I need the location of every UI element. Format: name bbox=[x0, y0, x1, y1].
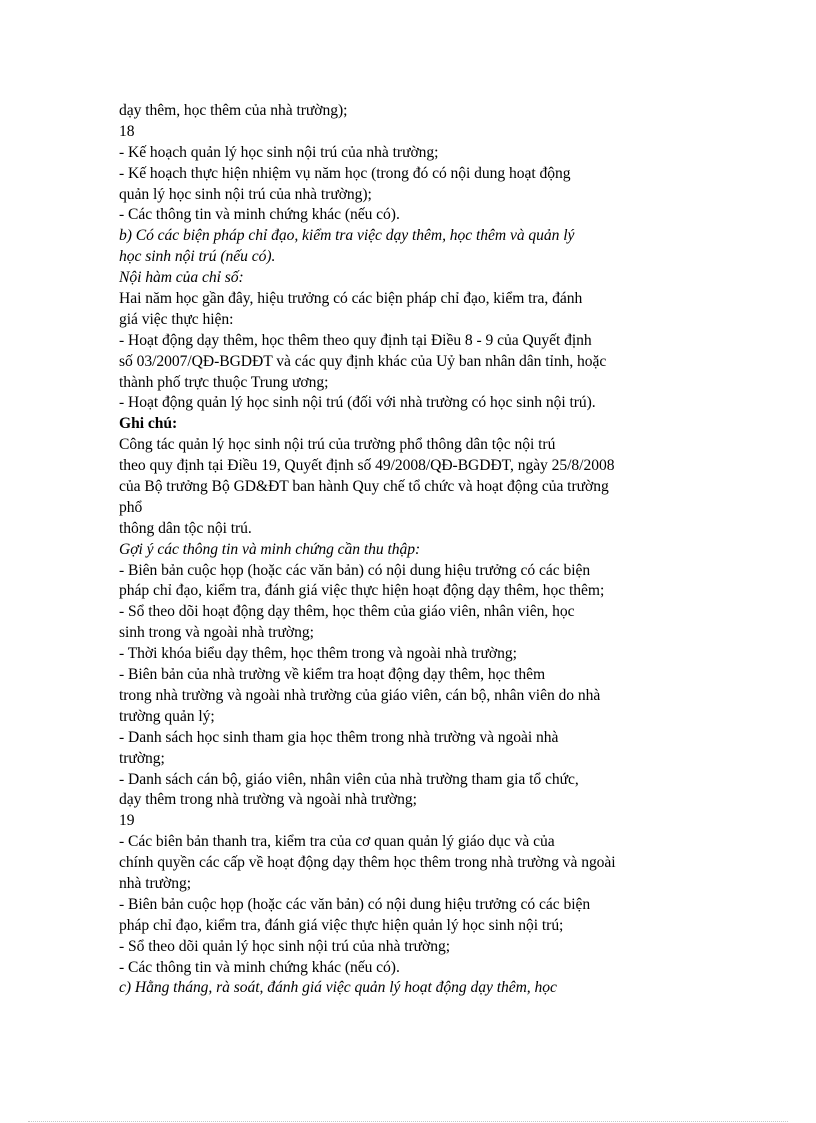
text-line: thông dân tộc nội trú. bbox=[119, 519, 252, 537]
text-line: sinh trong và ngoài nhà trường; bbox=[119, 624, 314, 642]
text-line: theo quy định tại Điều 19, Quyết định số 49/2008/QĐ-BGDĐT, ngày 25/8/2008 bbox=[119, 457, 615, 475]
text-line: - Sổ theo dõi quản lý học sinh nội trú của nhà trường; bbox=[119, 937, 451, 955]
text-line: - Hoạt động dạy thêm, học thêm theo quy định tại Điều 8 - 9 của Quyết định bbox=[119, 331, 592, 349]
text-line: Hai năm học gần đây, hiệu trưởng có các biện pháp chỉ đạo, kiểm tra, đánh bbox=[119, 290, 583, 308]
text-line: trường; bbox=[119, 749, 165, 767]
text-line: giá việc thực hiện: bbox=[119, 310, 234, 328]
text-line: của Bộ trưởng Bộ GD&ĐT ban hành Quy chế tổ chức và hoạt động của trường bbox=[119, 478, 609, 496]
text-line: thành phố trực thuộc Trung ương; bbox=[119, 373, 329, 391]
text-line: - Thời khóa biểu dạy thêm, học thêm trong và ngoài nhà trường; bbox=[119, 645, 517, 663]
text-line: trường quản lý; bbox=[119, 707, 215, 725]
text-line: Gợi ý các thông tin và minh chứng cần thu thập: bbox=[119, 540, 421, 558]
text-line: - Sổ theo dõi hoạt động dạy thêm, học thêm của giáo viên, nhân viên, học bbox=[119, 603, 575, 621]
text-line: - Biên bản cuộc họp (hoặc các văn bản) có nội dung hiệu trưởng có các biện bbox=[119, 895, 591, 913]
text-line: - Các biên bản thanh tra, kiểm tra của cơ quan quản lý giáo dục và của bbox=[119, 833, 555, 851]
text-line: trong nhà trường và ngoài nhà trường của giáo viên, cán bộ, nhân viên do nhà bbox=[119, 686, 601, 704]
text-line: phổ bbox=[119, 498, 143, 516]
text-line: - Danh sách học sinh tham gia học thêm trong nhà trường và ngoài nhà bbox=[119, 728, 559, 746]
text-line: - Các thông tin và minh chứng khác (nếu có). bbox=[119, 206, 400, 224]
text-line: dạy thêm, học thêm của nhà trường); bbox=[119, 102, 348, 119]
text-line: - Biên bản cuộc họp (hoặc các văn bản) có nội dung hiệu trưởng có các biện bbox=[119, 561, 591, 579]
text-line: - Biên bản của nhà trường về kiểm tra hoạt động dạy thêm, học thêm bbox=[119, 666, 546, 684]
text-line: 19 bbox=[119, 812, 135, 830]
text-line: học sinh nội trú (nếu có). bbox=[119, 248, 276, 266]
text-line: Công tác quản lý học sinh nội trú của trường phổ thông dân tộc nội trú bbox=[119, 436, 556, 454]
text-line: pháp chỉ đạo, kiểm tra, đánh giá việc thực hiện hoạt động dạy thêm, học thêm; bbox=[119, 582, 605, 600]
text-line: chính quyền các cấp về hoạt động dạy thêm học thêm trong nhà trường và ngoài bbox=[119, 854, 616, 872]
text-line: b) Có các biện pháp chỉ đạo, kiểm tra việc dạy thêm, học thêm và quản lý bbox=[119, 227, 575, 245]
text-line: dạy thêm trong nhà trường và ngoài nhà trường; bbox=[119, 791, 417, 809]
text-line: - Kế hoạch quản lý học sinh nội trú của nhà trường; bbox=[119, 143, 439, 161]
text-line: quản lý học sinh nội trú của nhà trường); bbox=[119, 185, 372, 203]
document-body bbox=[119, 101, 719, 999]
text-line: 18 bbox=[119, 122, 135, 140]
text-line: Nội hàm của chỉ số: bbox=[119, 269, 244, 287]
text-line: - Danh sách cán bộ, giáo viên, nhân viên của nhà trường tham gia tổ chức, bbox=[119, 770, 579, 788]
page-bottom-rule bbox=[28, 1121, 788, 1122]
text-line: - Hoạt động quản lý học sinh nội trú (đối với nhà trường có học sinh nội trú). bbox=[119, 394, 596, 412]
text-line: - Các thông tin và minh chứng khác (nếu có). bbox=[119, 958, 400, 976]
text-line: nhà trường; bbox=[119, 874, 192, 892]
text-line: pháp chỉ đạo, kiểm tra, đánh giá việc thực hiện quản lý học sinh nội trú; bbox=[119, 916, 564, 934]
text-line: số 03/2007/QĐ-BGDĐT và các quy định khác của Uỷ ban nhân dân tỉnh, hoặc bbox=[119, 352, 607, 370]
text-line: c) Hằng tháng, rà soát, đánh giá việc quản lý hoạt động dạy thêm, học bbox=[119, 979, 557, 997]
text-line: Ghi chú: bbox=[119, 415, 178, 433]
text-line: - Kế hoạch thực hiện nhiệm vụ năm học (trong đó có nội dung hoạt động bbox=[119, 164, 571, 182]
